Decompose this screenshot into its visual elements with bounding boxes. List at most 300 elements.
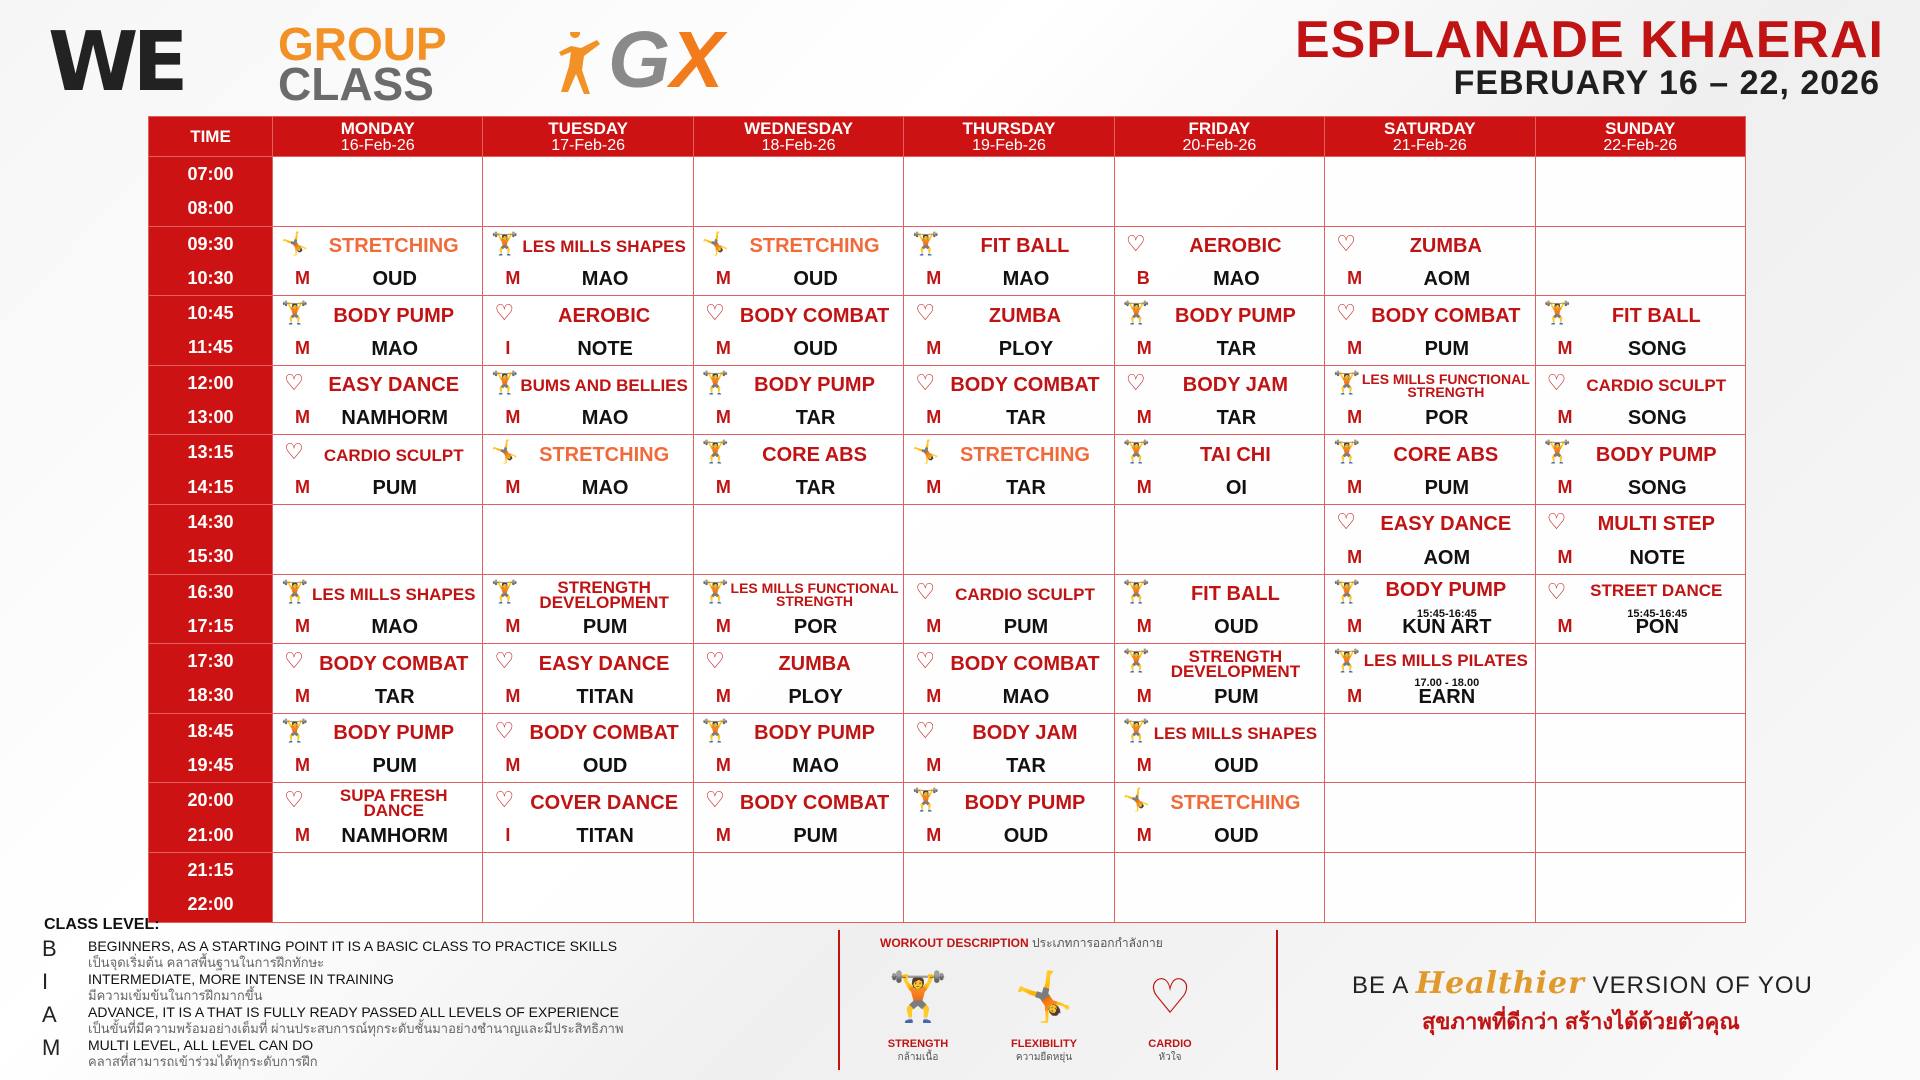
strength-icon: 🏋 (888, 971, 948, 1024)
class-level: M (926, 616, 942, 637)
time-cell (149, 713, 273, 783)
class-name: STRETCHING (959, 443, 1090, 466)
class-level: M (295, 268, 310, 289)
class-cell[interactable] (1325, 574, 1535, 644)
class-level: B (1136, 268, 1150, 289)
class-cell[interactable] (904, 644, 1114, 714)
class-cell[interactable] (1535, 435, 1745, 505)
start-time: 13:15 (187, 442, 234, 463)
class-cell[interactable] (904, 296, 1114, 366)
class-entry[interactable] (1325, 366, 1534, 435)
class-entry[interactable] (483, 783, 692, 852)
class-entry[interactable] (1325, 505, 1534, 574)
strength-icon: 🏋 (701, 717, 730, 743)
class-level: M (1136, 337, 1152, 358)
cardio-icon: ♡ (1125, 230, 1146, 256)
brand-class: CLASS (278, 58, 434, 110)
class-cell[interactable] (693, 713, 903, 783)
cardio-icon: ♡ (494, 787, 515, 813)
class-name: ZUMBA (988, 304, 1062, 327)
strength-icon: 🏋 (912, 787, 940, 813)
class-cell[interactable] (1325, 644, 1535, 714)
class-time: 17.00 - 18.00 (1414, 677, 1480, 690)
end-time: 14:15 (187, 476, 234, 497)
class-cell[interactable] (1325, 435, 1535, 505)
trainer-name: AOM (1423, 268, 1471, 291)
class-entry[interactable] (273, 366, 482, 435)
class-level: M (715, 616, 731, 637)
class-name: BODY PUMP (1385, 579, 1507, 602)
tagline: BE A Healthier VERSION OF YOU (1352, 966, 1813, 1001)
legend-english: BEGINNERS, AS A STARTING POINT IT IS A BASIC CLASS TO PRACTICE SKILLS (88, 938, 618, 954)
class-cell[interactable] (1114, 365, 1324, 435)
day-name: MONDAY (340, 118, 415, 138)
class-level: M (715, 755, 731, 776)
class-entry[interactable] (694, 296, 903, 365)
time-cell (149, 365, 273, 435)
class-level: M (1557, 407, 1573, 428)
class-cell[interactable] (273, 783, 483, 853)
class-entry[interactable] (1115, 644, 1324, 713)
flexibility-icon: 🤸 (912, 439, 940, 465)
class-cell[interactable] (693, 296, 903, 366)
class-time: 15:45-16:45 (1416, 607, 1477, 620)
empty-cell (1535, 644, 1745, 714)
start-time: 12:00 (187, 372, 234, 393)
trainer-name: NAMHORM (341, 407, 449, 430)
cardio-icon: ♡ (915, 300, 936, 326)
class-entry[interactable] (1325, 644, 1534, 713)
class-name: STRETCHING (749, 235, 880, 258)
flexibility-icon: 🤸 (1014, 971, 1074, 1024)
trainer-name: TITAN (576, 824, 634, 847)
day-date: 16-Feb-26 (340, 136, 415, 154)
trainer-name: POR (793, 616, 838, 639)
class-entry[interactable] (694, 714, 903, 783)
class-name: STRENGTH DEVELOPMENT (1170, 647, 1301, 682)
strength-icon: 🏋 (491, 578, 519, 604)
class-cell[interactable] (483, 644, 693, 714)
class-cell[interactable] (273, 644, 483, 714)
class-cell[interactable] (483, 713, 693, 783)
class-name: TAI CHI (1200, 443, 1271, 466)
legend-letter: A (42, 1002, 57, 1027)
legend-thai: คลาสที่สามารถเข้าร่วมได้ทุกระดับการฝึก (88, 1054, 318, 1069)
class-cell[interactable] (273, 435, 483, 505)
class-name: BODY COMBAT (529, 722, 679, 745)
class-name: FIT BALL (980, 235, 1070, 258)
class-name: BODY PUMP (1595, 443, 1717, 466)
class-cell[interactable] (1114, 574, 1324, 644)
class-level: M (715, 685, 731, 706)
class-entry[interactable] (273, 644, 482, 713)
date-range: FEBRUARY 16 – 22, 2026 (1453, 64, 1880, 102)
class-entry[interactable] (904, 227, 1113, 296)
class-cell[interactable] (1535, 296, 1745, 366)
trainer-name: POR (1425, 407, 1469, 430)
start-time: 10:45 (187, 303, 234, 324)
start-time: 16:30 (187, 581, 234, 602)
class-cell[interactable] (693, 644, 903, 714)
end-time: 08:00 (187, 198, 234, 219)
empty-cell (904, 852, 1114, 922)
class-name: CARDIO SCULPT (323, 445, 464, 465)
end-time: 15:30 (187, 546, 234, 567)
day-name: TUESDAY (548, 118, 628, 138)
class-entry[interactable] (1115, 296, 1324, 365)
trainer-name: MAO (581, 476, 629, 499)
cardio-icon: ♡ (1546, 369, 1567, 395)
class-name: COVER DANCE (530, 791, 679, 814)
trainer-name: PUM (372, 755, 417, 778)
workout-label-thai: หัวใจ (1158, 1052, 1182, 1063)
class-entry[interactable] (483, 714, 692, 783)
class-name: BODY COMBAT (950, 652, 1100, 675)
day-header-sunday (1535, 117, 1745, 157)
class-cell[interactable] (904, 574, 1114, 644)
class-cell[interactable] (1325, 296, 1535, 366)
workout-label: FLEXIBILITY (1011, 1038, 1077, 1050)
cardio-icon: ♡ (284, 439, 304, 465)
time-cell (149, 783, 273, 853)
class-level: M (295, 407, 310, 428)
class-entry[interactable] (1115, 366, 1324, 435)
strength-icon: 🏋 (1122, 648, 1151, 674)
strength-icon: 🏋 (281, 300, 309, 326)
trainer-name: KUN ART (1402, 616, 1492, 639)
class-cell[interactable] (273, 296, 483, 366)
class-cell[interactable] (273, 574, 483, 644)
class-entry[interactable] (1325, 227, 1534, 296)
empty-cell (1114, 852, 1324, 922)
class-entry[interactable] (694, 575, 903, 644)
class-level: M (505, 407, 521, 428)
workout-description (838, 930, 1278, 1070)
class-name: BUMS AND BELLIES (520, 376, 688, 396)
legend-item-m (42, 1033, 822, 1069)
time-slot-row (149, 365, 1746, 435)
class-level: M (1557, 546, 1573, 567)
class-name: BODY COMBAT (739, 304, 890, 327)
empty-cell (483, 852, 693, 922)
empty-cell (1114, 504, 1324, 574)
class-entry[interactable] (273, 296, 482, 365)
class-level: M (295, 824, 310, 845)
time-cell (149, 644, 273, 714)
trainer-name: MAO (371, 337, 419, 360)
empty-cell (1325, 713, 1535, 783)
class-entry[interactable] (1115, 227, 1324, 296)
day-header-saturday (1325, 117, 1535, 157)
class-entry[interactable] (483, 227, 692, 296)
class-entry[interactable] (694, 783, 903, 852)
time-slot-row (149, 504, 1746, 574)
time-cell (149, 435, 273, 505)
time-cell (149, 852, 273, 922)
class-cell[interactable] (273, 713, 483, 783)
trainer-name: TAR (795, 407, 836, 430)
trainer-name: TAR (1006, 755, 1046, 778)
class-name: BODY PUMP (964, 791, 1086, 814)
class-cell[interactable] (1535, 504, 1745, 574)
class-entry[interactable] (694, 366, 903, 435)
class-entry[interactable] (483, 366, 692, 435)
class-cell[interactable] (904, 713, 1114, 783)
legend-letter: B (42, 936, 57, 961)
class-cell[interactable] (904, 365, 1114, 435)
class-name: STRETCHING (328, 235, 459, 258)
class-entry[interactable] (1115, 435, 1324, 504)
class-cell[interactable] (1535, 574, 1745, 644)
class-level: I (505, 824, 511, 845)
class-level: M (1347, 268, 1363, 289)
class-level: M (1136, 616, 1152, 637)
class-entry[interactable] (273, 783, 482, 852)
end-time: 21:00 (187, 824, 234, 845)
strength-icon: 🏋 (1543, 439, 1571, 465)
day-date: 19-Feb-26 (972, 136, 1046, 154)
class-entry[interactable] (1536, 296, 1745, 365)
empty-cell (483, 504, 693, 574)
class-level: M (1347, 685, 1363, 706)
trainer-name: NAMHORM (341, 824, 449, 847)
time-slot-row (149, 226, 1746, 296)
strength-icon: 🏋 (1333, 648, 1361, 674)
class-cell[interactable] (1114, 783, 1324, 853)
brand-group: GROUP (278, 18, 447, 70)
class-cell[interactable] (483, 783, 693, 853)
tagline-thai: สุขภาพที่ดีกว่า สร้างได้ด้วยตัวคุณ (1422, 1009, 1740, 1034)
cardio-icon: ♡ (915, 578, 936, 604)
class-level: M (1136, 755, 1152, 776)
empty-cell (693, 504, 903, 574)
class-cell[interactable] (904, 435, 1114, 505)
class-cell[interactable] (1114, 296, 1324, 366)
trainer-name: MAO (1213, 268, 1260, 291)
trainer-name: PUM (1424, 476, 1470, 499)
trainer-name: PUM (1003, 616, 1049, 639)
strength-icon: 🏋 (701, 439, 730, 465)
class-entry[interactable] (273, 714, 482, 783)
class-entry[interactable] (904, 366, 1113, 435)
class-entry[interactable] (483, 435, 692, 504)
class-name: EASY DANCE (538, 652, 670, 675)
class-cell[interactable] (1325, 504, 1535, 574)
class-name: BODY COMBAT (739, 791, 890, 814)
start-time: 07:00 (187, 164, 234, 184)
class-cell[interactable] (693, 435, 903, 505)
time-cell (149, 226, 273, 296)
class-level: M (505, 476, 521, 497)
class-name: CORE ABS (1393, 443, 1499, 466)
start-time: 17:30 (187, 651, 234, 672)
time-slot-row (149, 713, 1746, 783)
class-entry[interactable] (483, 296, 692, 365)
class-entry[interactable] (483, 644, 692, 713)
day-name: THURSDAY (962, 118, 1056, 138)
class-cell[interactable] (1535, 365, 1745, 435)
trainer-name: NOTE (1629, 546, 1686, 569)
empty-cell (1535, 852, 1745, 922)
time-slot-row (149, 783, 1746, 853)
start-time: 18:45 (187, 720, 234, 741)
kick-silhouette-icon (553, 32, 603, 102)
class-entry[interactable] (483, 575, 692, 644)
class-cell[interactable] (1114, 435, 1324, 505)
class-entry[interactable] (1325, 575, 1534, 644)
class-entry[interactable] (1536, 435, 1745, 504)
class-entry[interactable] (1115, 575, 1324, 644)
class-name: LES MILLS FUNCTIONAL STRENGTH (730, 579, 899, 609)
trainer-name: TAR (1006, 407, 1046, 430)
empty-cell (1325, 852, 1535, 922)
class-entry[interactable] (694, 227, 903, 296)
class-entry[interactable] (904, 714, 1113, 783)
flexibility-icon: 🤸 (1122, 787, 1151, 813)
class-entry[interactable] (1325, 435, 1534, 504)
strength-icon: 🏋 (1333, 369, 1361, 395)
strength-icon: 🏋 (1122, 439, 1151, 465)
class-cell[interactable] (1114, 713, 1324, 783)
trainer-name: TITAN (576, 685, 634, 708)
class-entry[interactable] (904, 296, 1113, 365)
class-entry[interactable] (1536, 366, 1745, 435)
class-level: M (926, 476, 942, 497)
cardio-icon: ♡ (284, 369, 304, 395)
strength-icon: 🏋 (1122, 300, 1151, 326)
class-cell[interactable] (483, 574, 693, 644)
class-name: LES MILLS FUNCTIONAL STRENGTH (1361, 370, 1530, 400)
cardio-icon: ♡ (1125, 369, 1146, 395)
workout-label: STRENGTH (887, 1038, 949, 1050)
class-name: STRENGTH DEVELOPMENT (539, 577, 669, 612)
class-cell[interactable] (483, 296, 693, 366)
cardio-icon: ♡ (704, 787, 725, 813)
class-level: M (1347, 337, 1363, 358)
class-level: M (1136, 824, 1152, 845)
class-cell[interactable] (483, 435, 693, 505)
class-level: M (715, 407, 731, 428)
cardio-icon: ♡ (1336, 508, 1356, 534)
trainer-name: OUD (372, 268, 417, 291)
class-cell[interactable] (693, 226, 903, 296)
cardio-icon: ♡ (1336, 300, 1356, 326)
end-time: 22:00 (187, 894, 234, 915)
class-entry[interactable] (273, 435, 482, 504)
class-level: M (926, 337, 942, 358)
class-name: MULTI STEP (1597, 513, 1715, 536)
class-cell[interactable] (483, 365, 693, 435)
class-level: M (1557, 476, 1573, 497)
class-name: ZUMBA (1409, 235, 1482, 258)
class-entry[interactable] (1325, 296, 1534, 365)
class-name: FIT BALL (1190, 583, 1280, 606)
class-entry[interactable] (1536, 575, 1745, 644)
class-cell[interactable] (693, 783, 903, 853)
class-entry[interactable] (273, 227, 482, 296)
class-cell[interactable] (693, 574, 903, 644)
class-entry[interactable] (904, 783, 1113, 852)
class-cell[interactable] (1325, 365, 1535, 435)
trainer-name: PUM (582, 616, 628, 639)
time-cell (149, 504, 273, 574)
class-name: CORE ABS (762, 443, 867, 466)
strength-icon: 🏋 (491, 230, 519, 256)
class-entry[interactable] (1536, 505, 1745, 574)
class-entry[interactable] (1115, 714, 1324, 783)
day-name: SATURDAY (1384, 118, 1476, 138)
class-name: EASY DANCE (1380, 513, 1512, 536)
trainer-name: OUD (1214, 616, 1259, 639)
class-level: M (1347, 476, 1363, 497)
empty-cell (273, 504, 483, 574)
trainer-name: PUM (1214, 685, 1259, 708)
empty-cell (1325, 783, 1535, 853)
legend-thai: เป็นจุดเริ่มต้น คลาสพื้นฐานในการฝึกทักษะ (88, 955, 325, 970)
class-cell[interactable] (904, 783, 1114, 853)
class-name: AEROBIC (558, 304, 651, 327)
class-level: M (1347, 546, 1363, 567)
empty-cell (273, 852, 483, 922)
class-level: M (715, 476, 731, 497)
empty-cell (1325, 157, 1535, 227)
empty-cell (693, 852, 903, 922)
legend-item-a (42, 1000, 822, 1036)
class-level: M (295, 616, 310, 637)
class-name: BODY COMBAT (950, 374, 1100, 397)
empty-cell (693, 157, 903, 227)
class-entry[interactable] (273, 575, 482, 644)
start-time: 14:30 (187, 511, 234, 532)
trainer-name: PON (1635, 616, 1679, 639)
trainer-name: MAO (1002, 268, 1050, 291)
time-cell (149, 157, 273, 227)
class-entry[interactable] (694, 435, 903, 504)
class-entry[interactable] (1115, 783, 1324, 852)
class-entry[interactable] (694, 644, 903, 713)
class-cell[interactable] (273, 365, 483, 435)
class-cell[interactable] (904, 226, 1114, 296)
class-cell[interactable] (273, 226, 483, 296)
class-level: M (715, 824, 731, 845)
class-entry[interactable] (904, 575, 1113, 644)
class-cell[interactable] (483, 226, 693, 296)
workout-item-strength (870, 960, 966, 1065)
class-cell[interactable] (1325, 226, 1535, 296)
empty-cell (1535, 713, 1745, 783)
class-level: M (1347, 407, 1363, 428)
end-time: 19:45 (187, 755, 234, 776)
class-level: M (1136, 407, 1152, 428)
class-entry[interactable] (904, 644, 1113, 713)
class-level: M (926, 824, 942, 845)
trainer-name: OUD (793, 337, 838, 360)
class-level: M (1557, 337, 1573, 358)
cardio-icon: ♡ (1148, 971, 1192, 1024)
workout-item-flexibility (996, 960, 1092, 1065)
class-cell[interactable] (693, 365, 903, 435)
strength-icon: 🏋 (1333, 439, 1361, 465)
class-cell[interactable] (1114, 226, 1324, 296)
class-entry[interactable] (904, 435, 1113, 504)
brand-gx: GX (608, 15, 724, 104)
trainer-name: OI (1225, 476, 1247, 499)
class-cell[interactable] (1114, 644, 1324, 714)
trainer-name: MAO (1002, 685, 1050, 708)
empty-cell (1535, 226, 1745, 296)
legend-english: INTERMEDIATE, MORE INTENSE IN TRAINING (88, 971, 394, 987)
trainer-name: TAR (1216, 407, 1257, 430)
